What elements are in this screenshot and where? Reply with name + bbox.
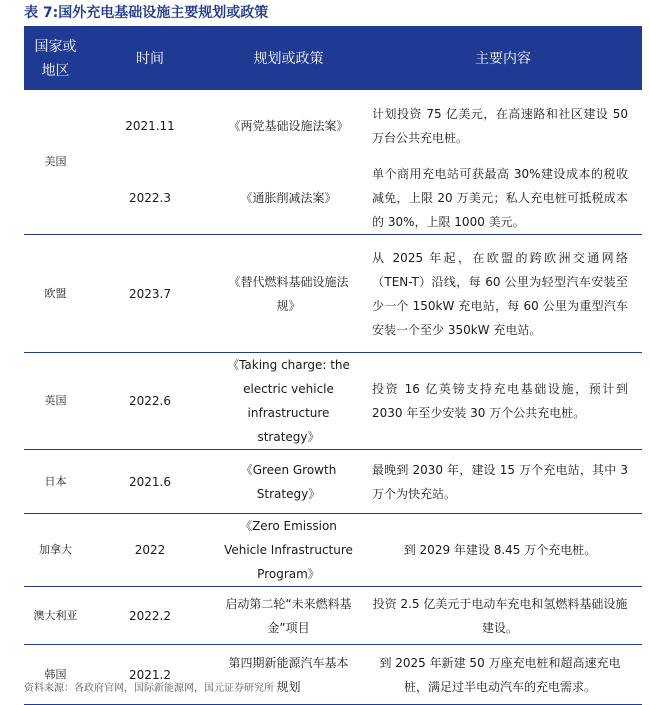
content-cell: 最晚到 2030 年，建设 15 万个充电站，其中 3 万个为快充站。 bbox=[364, 450, 642, 514]
time-cell: 2023.7 bbox=[87, 235, 213, 353]
time-cell: 2021.2 bbox=[87, 645, 213, 705]
policy-cell: 《Zero Emission Vehicle Infrastructure Program》 bbox=[213, 514, 364, 587]
source-note: 资料来源：各政府官网，国际新能源网，国元证券研究所 bbox=[24, 683, 274, 694]
region-cell-eu: 欧盟 bbox=[24, 235, 87, 353]
content-cell: 投资 16 亿英镑支持充电基础设施，预计到 2030 年至少安装 30 万个公共充电桩。 bbox=[364, 353, 642, 450]
table-row-eu bbox=[24, 235, 642, 353]
policy-cell: 《通胀削减法案》 bbox=[213, 162, 364, 235]
policy-cell: 启动第二轮“未来燃料基金”项目 bbox=[213, 587, 364, 645]
region-cell-usa: 美国 bbox=[24, 90, 87, 235]
header-policy: 规划或政策 bbox=[213, 28, 364, 90]
policy-cell: 《Green Growth Strategy》 bbox=[213, 450, 364, 514]
table-row-usa-1 bbox=[24, 90, 642, 162]
content-cell: 投资 2.5 亿美元于电动车充电和氢燃料基础设施建设。 bbox=[364, 587, 642, 645]
header-time: 时间 bbox=[87, 28, 213, 90]
time-cell: 2022.6 bbox=[87, 353, 213, 450]
content-cell: 到 2029 年建设 8.45 万个充电桩。 bbox=[364, 514, 642, 587]
policy-cell: 《两党基础设施法案》 bbox=[228, 119, 349, 133]
region-cell-korea: 韩国 bbox=[24, 645, 87, 705]
time-cell: 2022.3 bbox=[87, 162, 213, 235]
content-cell: 计划投资 75 亿美元，在高速路和社区建设 50 万台公共充电桩。 bbox=[372, 107, 628, 145]
table-header-row bbox=[24, 28, 642, 90]
content-cell: 到 2025 年新建 50 万座充电桩和超高速充电桩，满足过半电动汽车的充电需求。 bbox=[364, 645, 642, 705]
policy-cell: 第四期新能源汽车基本规划 bbox=[213, 645, 364, 705]
content-cell: 从 2025 年起，在欧盟的跨欧洲交通网络（TEN-T）沿线，每 60 公里为轻型汽车安装至少一个 150kW 充电站，每 60 公里为重型汽车安装一个至少 350kW 充电站。 bbox=[364, 235, 642, 353]
header-region: 国家或地区 bbox=[24, 28, 87, 90]
time-cell: 2021.11 bbox=[125, 119, 175, 133]
table-row-japan bbox=[24, 450, 642, 514]
time-cell: 2022.2 bbox=[87, 587, 213, 645]
header-content: 主要内容 bbox=[364, 28, 642, 90]
policy-cell: 《替代燃料基础设施法规》 bbox=[213, 235, 364, 353]
time-cell: 2022 bbox=[87, 514, 213, 587]
table-row-australia bbox=[24, 587, 642, 645]
region-cell-japan: 日本 bbox=[24, 450, 87, 514]
table-row-canada bbox=[24, 514, 642, 587]
content-cell: 单个商用充电站可获最高 30%建设成本的税收减免，上限 20 万美元；私人充电桩可抵税成本的 30%，上限 1000 美元。 bbox=[364, 162, 642, 235]
region-cell-canada: 加拿大 bbox=[24, 514, 87, 587]
policy-cell: 《Taking charge: the electric vehicle infrastructure strategy》 bbox=[213, 353, 364, 450]
table-title: 表 7:国外充电基础设施主要规划或政策 bbox=[24, 5, 269, 21]
table-row-usa-2 bbox=[24, 162, 642, 235]
policy-table bbox=[24, 28, 642, 705]
table-row-uk bbox=[24, 353, 642, 450]
region-cell-uk: 英国 bbox=[24, 353, 87, 450]
region-cell-australia: 澳大利亚 bbox=[24, 587, 87, 645]
time-cell: 2021.6 bbox=[87, 450, 213, 514]
